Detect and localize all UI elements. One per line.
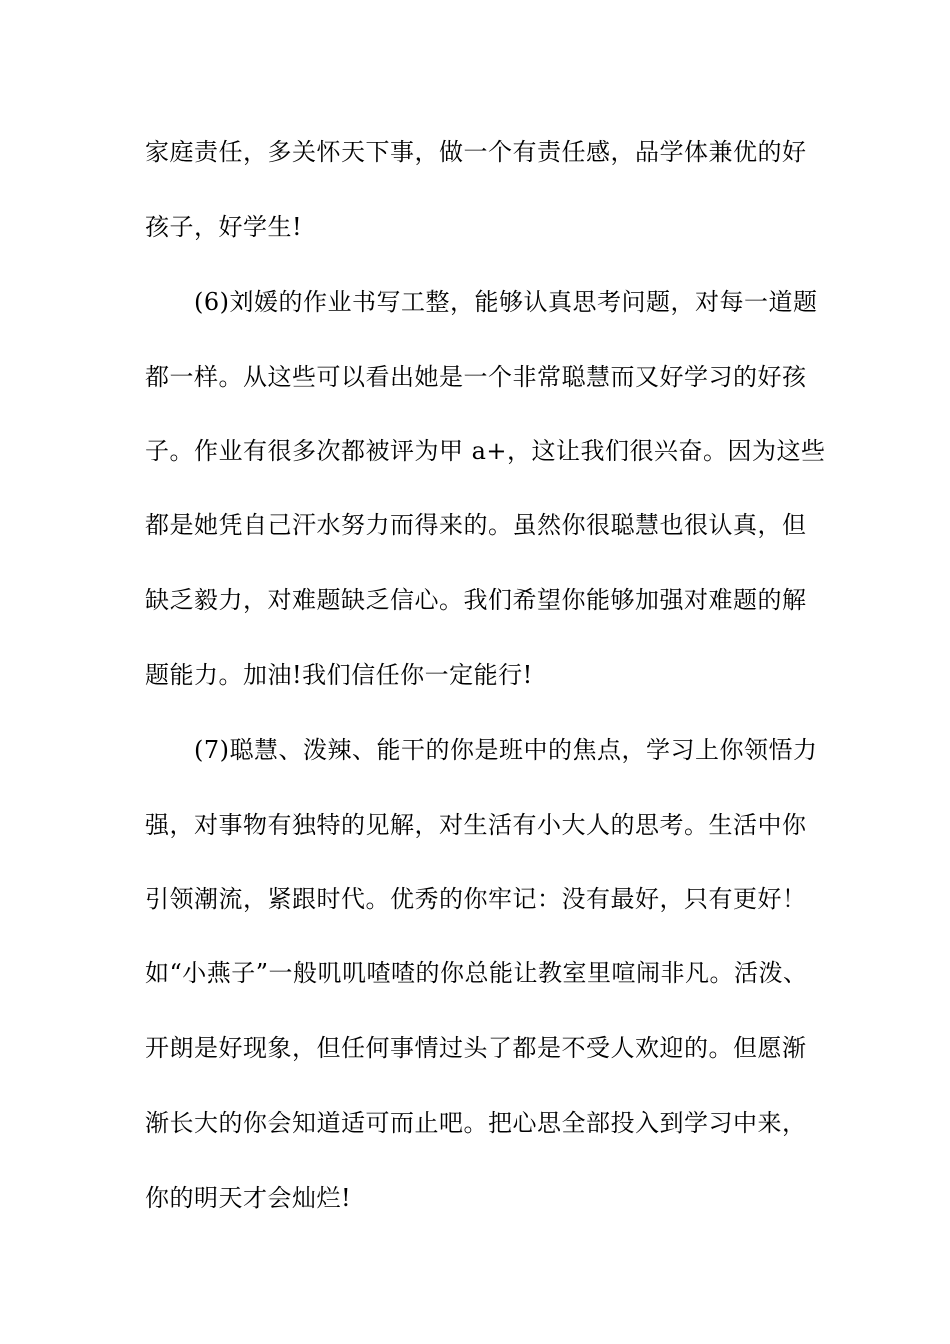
text-line: 开朗是好现象，但任何事情过头了都是不受人欢迎的。但愿渐 bbox=[145, 1034, 807, 1062]
text-line: 你的明天才会灿烂! bbox=[145, 1184, 352, 1212]
text-line: 缺乏毅力，对难题缺乏信心。我们希望你能够加强对难题的解 bbox=[145, 586, 807, 614]
text-line: 都一样。从这些可以看出她是一个非常聪慧而又好学习的好孩 bbox=[145, 363, 807, 391]
text-line: 都是她凭自己汗水努力而得来的。虽然你很聪慧也很认真，但 bbox=[145, 511, 807, 539]
paragraph-6-first-line: (6)刘媛的作业书写工整，能够认真思考问题，对每一道题 bbox=[145, 288, 818, 316]
text-line: 强，对事物有独特的见解，对生活有小大人的思考。生活中你 bbox=[145, 811, 807, 839]
text-line: 家庭责任，多关怀天下事，做一个有责任感，品学体兼优的好 bbox=[145, 138, 807, 166]
paragraph-7-first-line: (7)聪慧、泼辣、能干的你是班中的焦点，学习上你领悟力 bbox=[145, 736, 818, 764]
text-line: 子。作业有很多次都被评为甲 a+，这让我们很兴奋。因为这些 bbox=[145, 437, 826, 465]
text-line: 引领潮流，紧跟时代。优秀的你牢记：没有最好，只有更好！ bbox=[145, 885, 807, 913]
text-line: 孩子，好学生! bbox=[145, 213, 303, 241]
text-line: 渐长大的你会知道适可而止吧。把心思全部投入到学习中来， bbox=[145, 1109, 807, 1137]
text-line: 如“小燕子”一般叽叽喳喳的你总能让教室里喧闹非凡。活泼、 bbox=[145, 959, 808, 987]
text-line: 题能力。加油!我们信任你一定能行! bbox=[145, 661, 533, 689]
